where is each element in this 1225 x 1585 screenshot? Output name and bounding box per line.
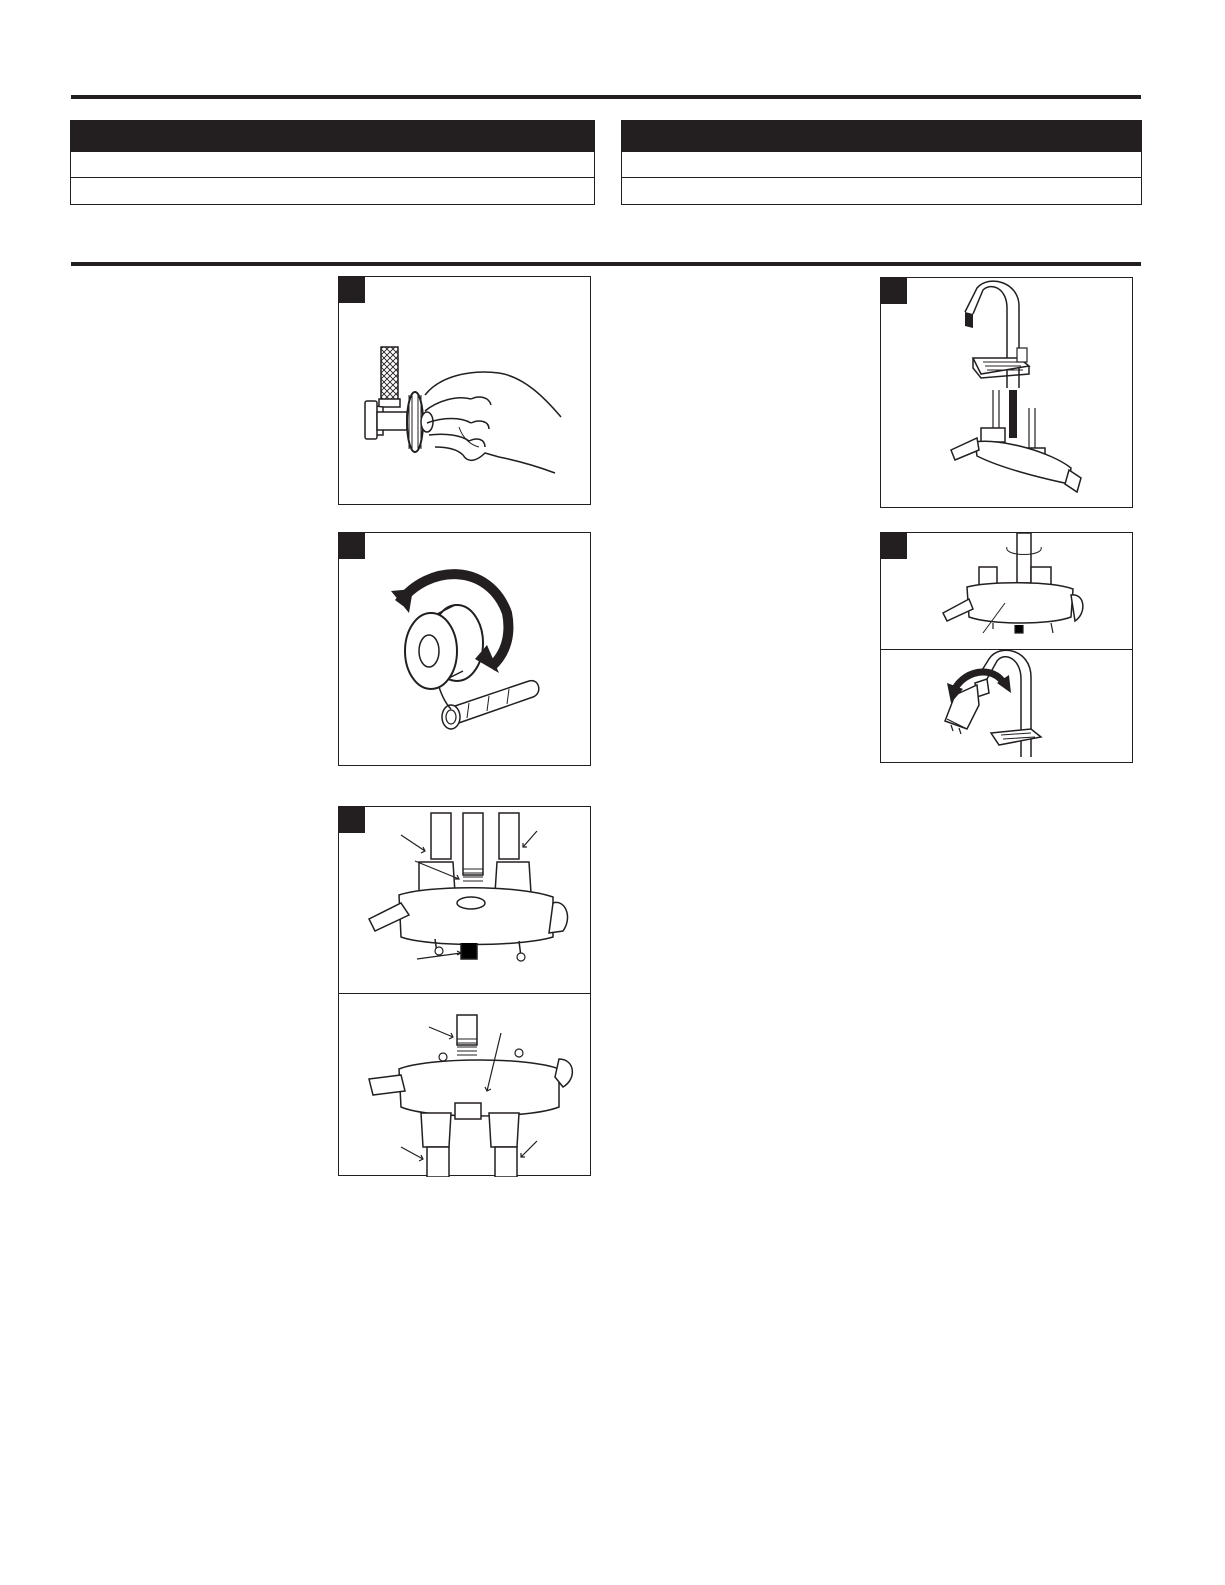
- spec-table-right-row: [622, 177, 1141, 203]
- valve-body-reverse-illustration: [339, 807, 592, 1177]
- section-rule: [71, 262, 1141, 266]
- thread-tape-illustration: [339, 533, 592, 767]
- figure-3-valve-connections: [338, 806, 591, 1176]
- figure-1-shutoff-valve: [338, 276, 591, 505]
- figure-5-riser-and-showerhead: [880, 532, 1133, 763]
- header-rule: [71, 95, 1141, 99]
- spec-table-right-header: [622, 121, 1141, 151]
- spec-table-right: [621, 120, 1142, 205]
- figure-2-thread-tape: [338, 532, 591, 766]
- spec-table-right-row: [622, 151, 1141, 177]
- showerhead-illustration: [881, 533, 1134, 764]
- figure-4-riser-assembly: [880, 277, 1133, 508]
- spec-table-left-row: [71, 151, 594, 177]
- footer-rule: [71, 1583, 1141, 1584]
- spec-table-left-header: [71, 121, 594, 151]
- valve-hand-illustration: [339, 277, 592, 506]
- spec-table-left: [70, 120, 595, 205]
- riser-soap-dish-illustration: [881, 278, 1134, 509]
- spec-table-left-row: [71, 177, 594, 203]
